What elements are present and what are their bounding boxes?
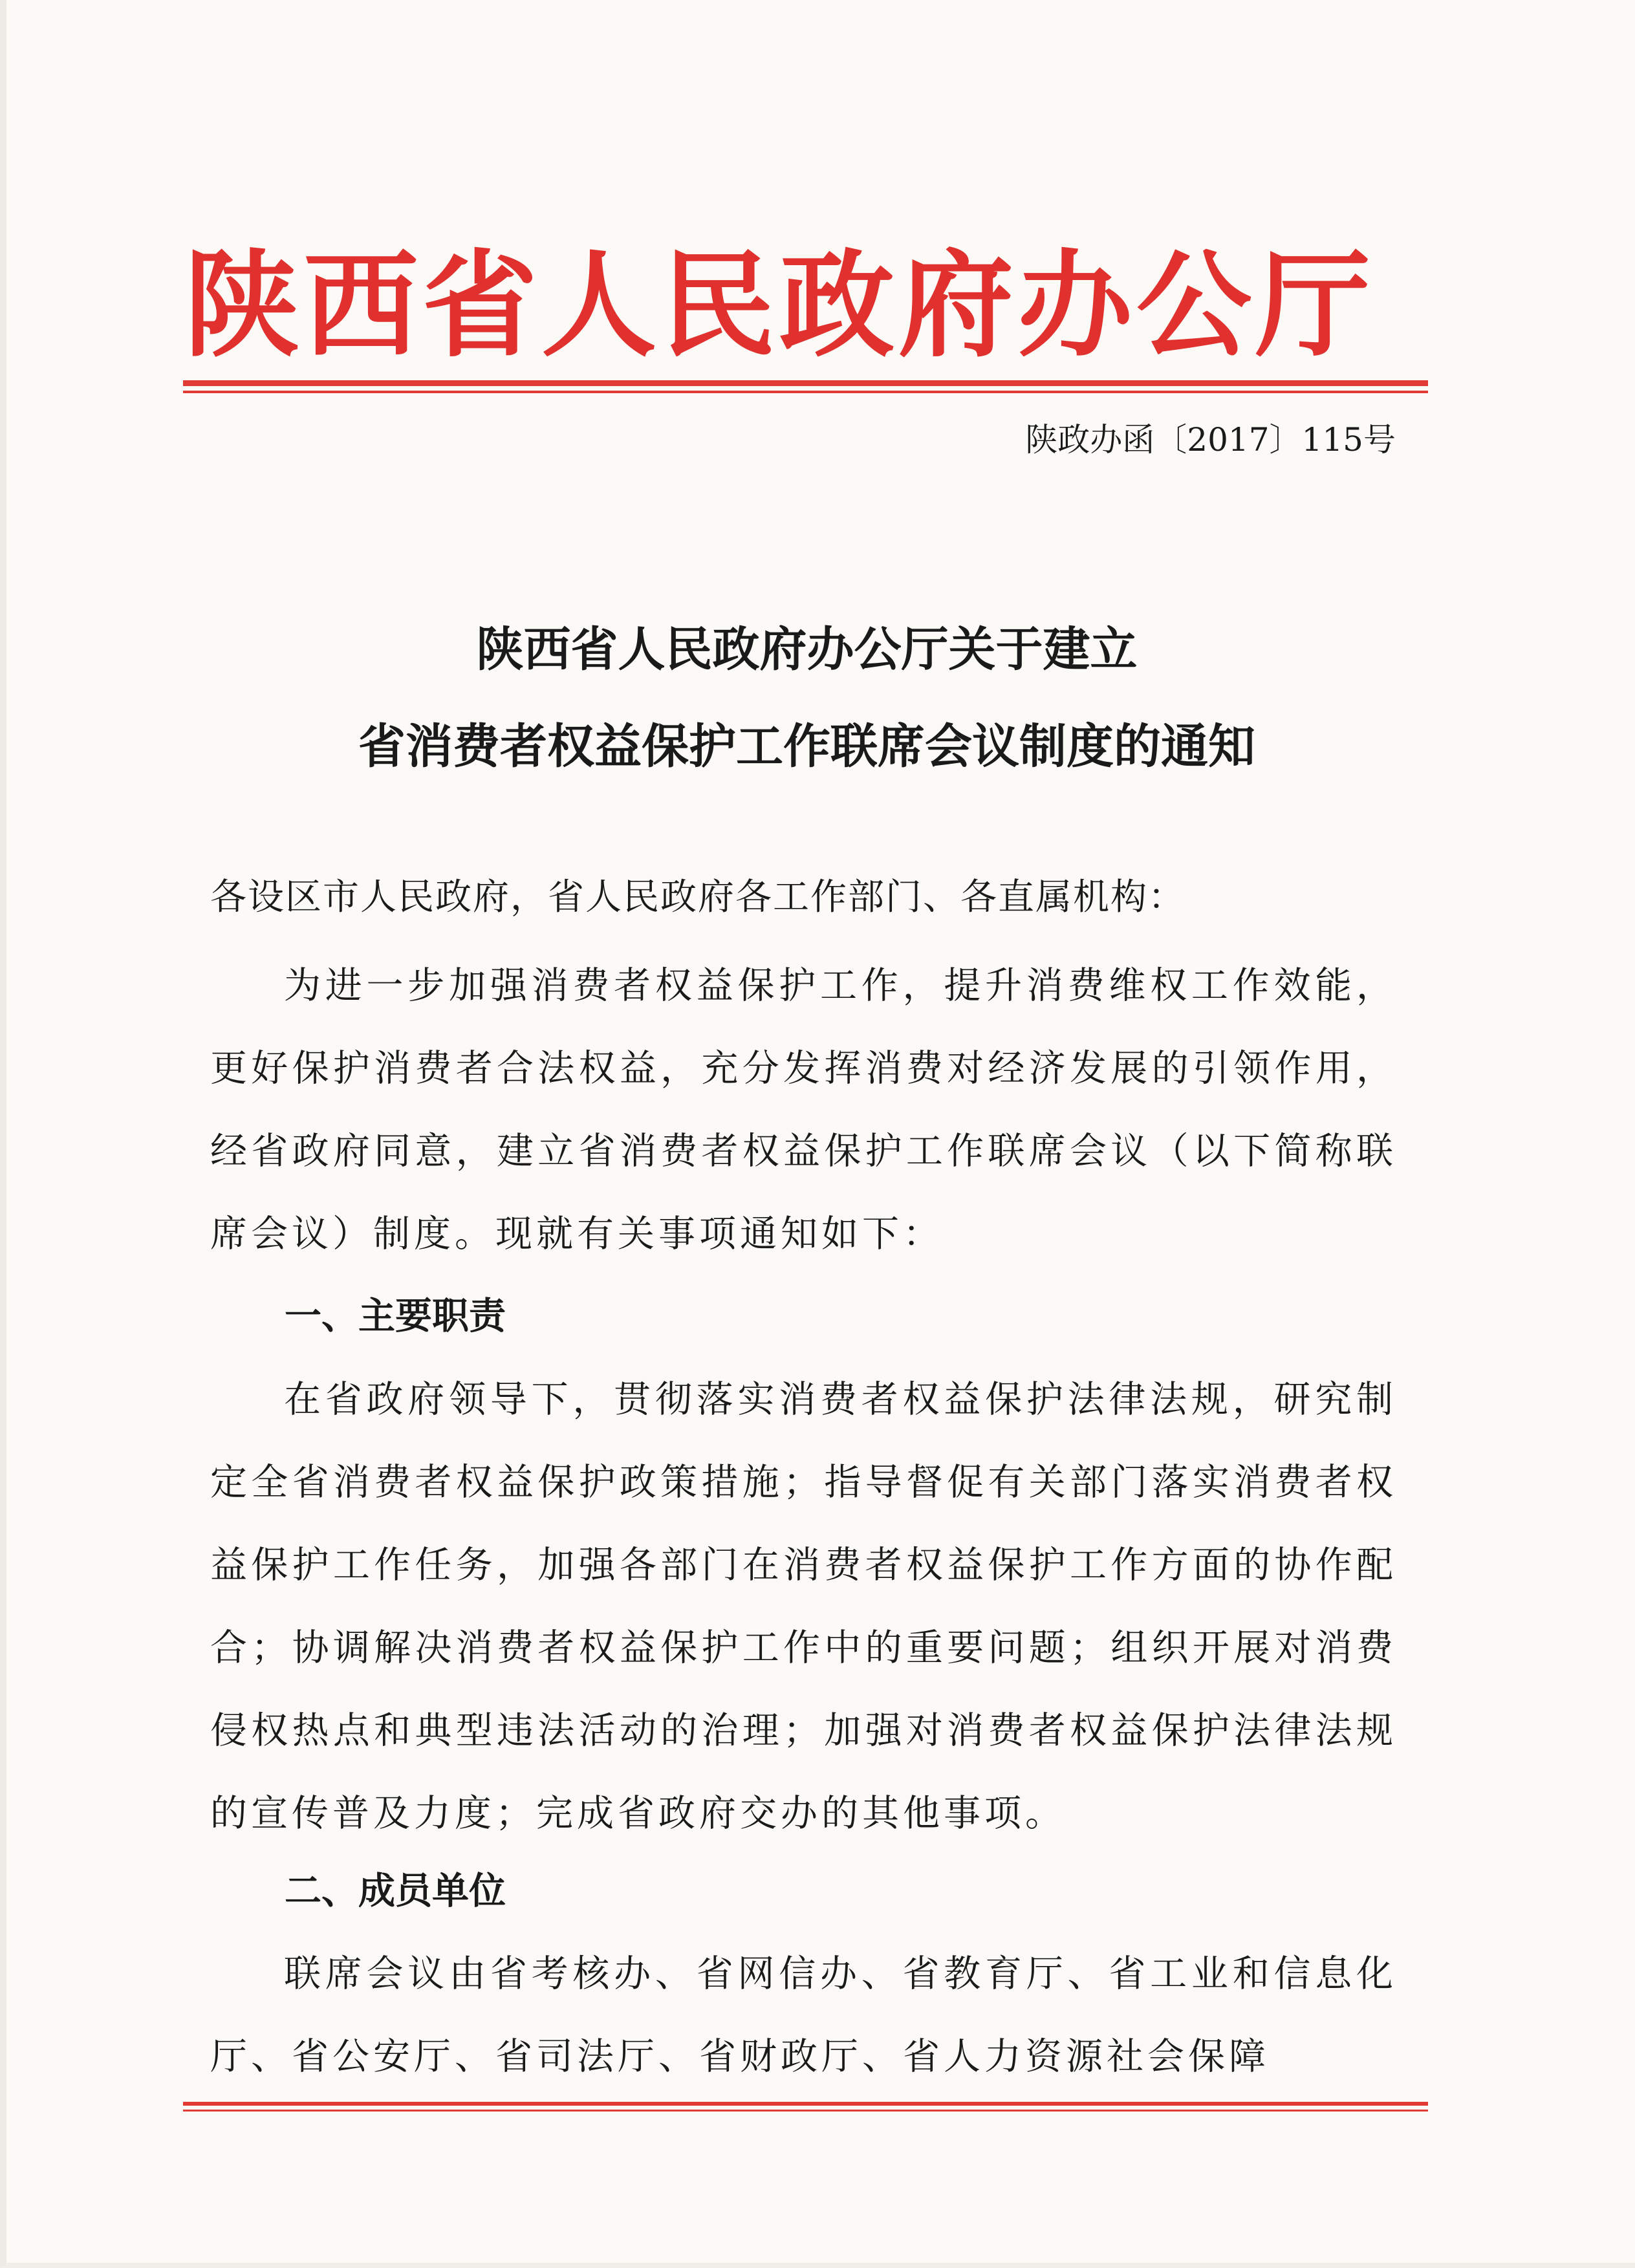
intro-paragraph: 为进一步加强消费者权益保护工作，提升消费维权工作效能，更好保护消费者合法权益，充分发挥消费对经济发展的引领作用，经省政府同意，建立省消费者权益保护工作联席会议（以下简称联席会议）制度。现就有关事项通知如下：: [210, 964, 1397, 1255]
masthead-red-rule-thin: [183, 391, 1428, 393]
footer-red-rule-thick: [183, 2102, 1428, 2106]
notice-title-line-2: 省消费者权益保护工作联席会议制度的通知: [358, 719, 1255, 774]
document-number: 陕政办函〔2017〕115号: [1025, 421, 1396, 459]
duties-paragraph: 在省政府领导下，贯彻落实消费者权益保护法律法规，研究制定全省消费者权益保护政策措施；指导督促有关部门落实消费者权益保护工作任务，加强各部门在消费者权益保护工作方面的协作配合；协调解决消费者权益保护工作中的重要问题；组织开展对消费侵权热点和典型违法活动的治理；加强对消费者权益保护法律法规的宣传普及力度；完成省政府交办的其他事项。: [210, 1378, 1397, 1835]
footer-red-rule-thin: [183, 2110, 1428, 2111]
section-heading-members: 二、成员单位: [285, 1870, 506, 1912]
members-paragraph: 联席会议由省考核办、省网信办、省教育厅、省工业和信息化厅、省公安厅、省司法厅、省财政厅、省人力资源社会保障: [210, 1952, 1397, 2078]
masthead-title: 陕西省人民政府办公厅: [184, 239, 1374, 373]
notice-title-line-1: 陕西省人民政府办公厅关于建立: [476, 622, 1138, 677]
section-heading-duties: 一、主要职责: [285, 1295, 506, 1337]
salutation: 各设区市人民政府，省人民政府各工作部门、各直属机构：: [210, 876, 1186, 918]
masthead-red-rule-thick: [183, 380, 1428, 386]
